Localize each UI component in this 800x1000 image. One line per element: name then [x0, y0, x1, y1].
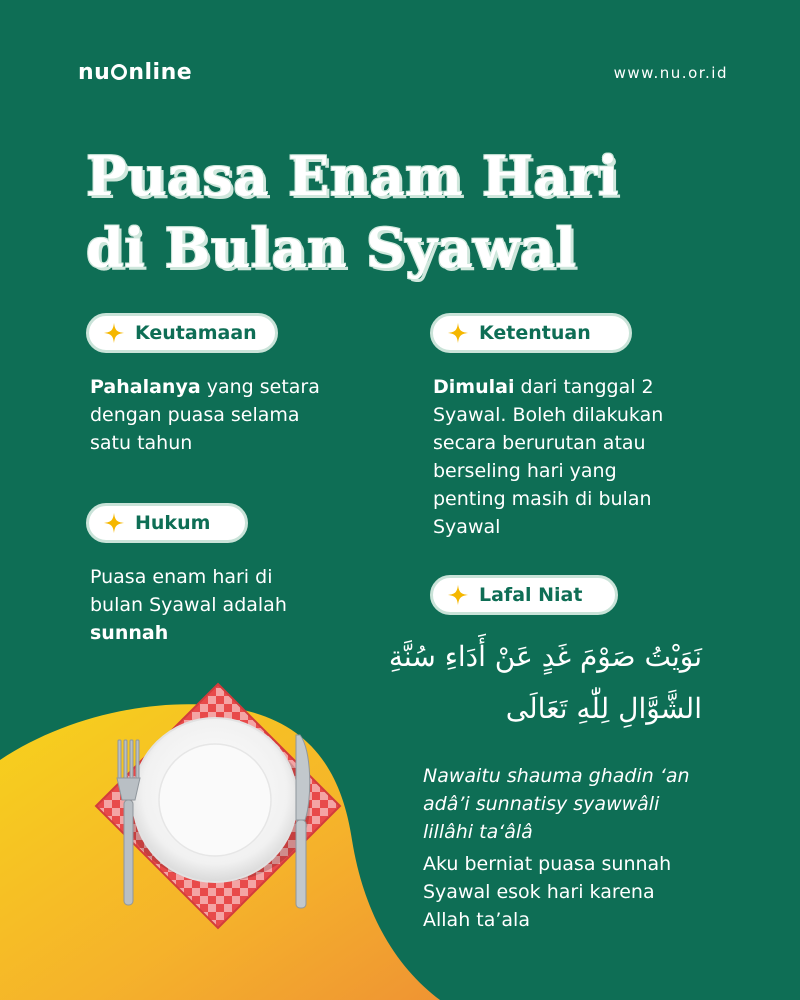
ketentuan-line-2: Syawal. Boleh dilakukan	[433, 404, 664, 426]
latin-line-2: adâ’i sunnatisy syawwâli	[423, 793, 660, 815]
ketentuan-label: Ketentuan	[479, 322, 591, 344]
latin-line-3: lillâhi ta‘âlâ	[423, 821, 533, 843]
hukum-bold: sunnah	[90, 622, 169, 644]
website-url[interactable]: www.nu.or.id	[613, 64, 728, 82]
keutamaan-label: Keutamaan	[135, 322, 257, 344]
hukum-text	[90, 563, 380, 647]
sparkle-icon	[103, 512, 125, 534]
latin-line-1: Nawaitu shauma ghadin ‘an	[423, 765, 690, 787]
arabic-line-1: نَوَيْتُ صَوْمَ غَدٍ عَنْ أَدَاءِ سُنَّةِ	[388, 640, 702, 673]
hukum-line-2: bulan Syawal adalah	[90, 594, 287, 616]
lafal-niat-label: Lafal Niat	[479, 584, 583, 606]
ketentuan-line-5: penting masih di bulan	[433, 488, 652, 510]
title-line-2: di Bulan Syawal	[86, 216, 577, 280]
keutamaan-line-2: dengan puasa selama	[90, 404, 300, 426]
ketentuan-badge	[430, 313, 632, 353]
sparkle-icon	[447, 322, 469, 344]
ketentuan-text	[433, 373, 733, 541]
translation-text	[423, 850, 753, 934]
arabic-line-2: الشَّوَّالِ لِلّٰهِ تَعَالَى	[505, 692, 702, 725]
nu-online-logo: nu nline	[78, 60, 193, 85]
keutamaan-text	[90, 373, 380, 457]
latin-transliteration	[423, 762, 753, 846]
ketentuan-line-1: dari tanggal 2	[514, 376, 654, 398]
hukum-label: Hukum	[135, 512, 211, 534]
lafal-niat-badge	[430, 575, 618, 615]
keutamaan-badge	[86, 313, 278, 353]
ketentuan-line-3: secara berurutan atau	[433, 432, 646, 454]
keutamaan-bold: Pahalanya	[90, 376, 201, 398]
sparkle-icon	[103, 322, 125, 344]
page-title	[86, 140, 619, 284]
ketentuan-line-4: berseling hari yang	[433, 460, 617, 482]
title-line-1: Puasa Enam Hari	[86, 144, 619, 208]
translation-line-2: Syawal esok hari karena	[423, 881, 655, 903]
keutamaan-line-3: satu tahun	[90, 432, 193, 454]
translation-line-1: Aku berniat puasa sunnah	[423, 853, 672, 875]
sparkle-icon	[447, 584, 469, 606]
translation-line-3: Allah ta’ala	[423, 909, 530, 931]
hukum-badge	[86, 503, 248, 543]
keutamaan-line-1: yang setara	[200, 376, 320, 398]
hukum-line-1: Puasa enam hari di	[90, 566, 273, 588]
ketentuan-line-6: Syawal	[433, 516, 501, 538]
ketentuan-bold: Dimulai	[433, 376, 515, 398]
